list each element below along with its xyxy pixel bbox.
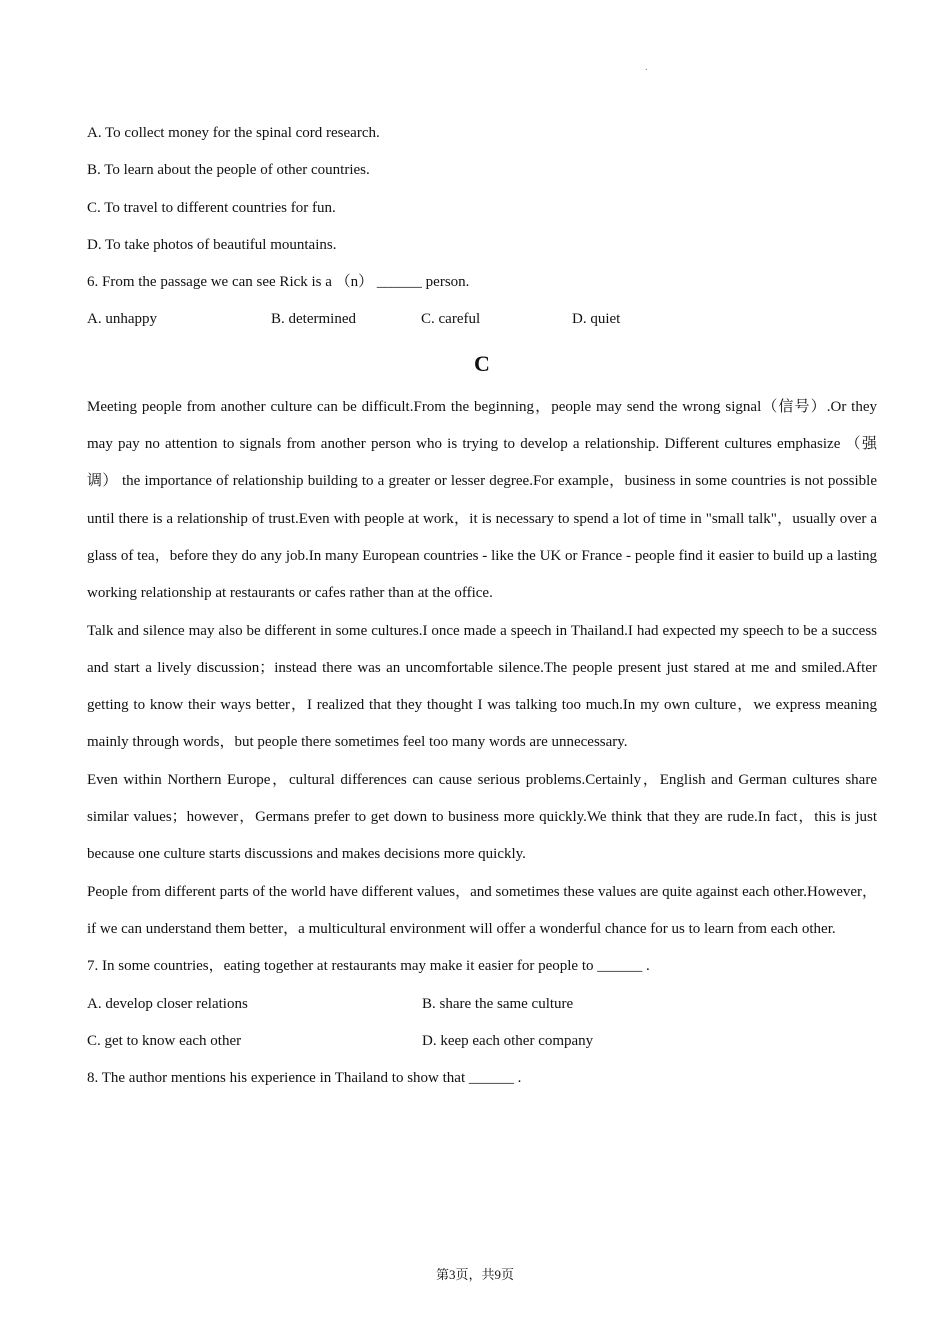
q6-option-b: B. determined (271, 311, 356, 328)
q7-option-c: C. get to know each other (87, 1032, 242, 1049)
passage-paragraph-4: People from different parts of the world have different values，and sometimes these values are quite against each other.However，if we can understand them better，a multicultural environment will offer a wonderful chance for us to learn from each other. (87, 883, 878, 937)
q6-option-d: D. quiet (572, 311, 621, 328)
q7-options-row-2 (87, 1023, 877, 1060)
passage-paragraph-3: Even within Northern Europe，cultural differences can cause serious problems.Certainly，English and German cultures share similar values；however，Germans prefer to get down to business more quickly.We think that they are rude.In fact，this is just because one culture starts discussions and makes decisions more quickly. (87, 771, 877, 863)
q7-option-d: D. keep each other company (422, 1032, 594, 1049)
q6-option-a: A. unhappy (87, 311, 157, 328)
q6-options (87, 301, 877, 338)
q5-option-b: B. To learn about the people of other countries. (87, 162, 370, 179)
passage-paragraph-1: Meeting people from another culture can be difficult.From the beginning，people may send the wrong signal（信号）.Or they may pay no attention to signals from another person who is trying to develop a relationship. Different cultures emphasize （强调） the importance of relationship building to a greater or lesser degree.For example，business in some countries is not possible until there is a relationship of trust.Even with people at work，it is necessary to spend a lot of time in "small talk"，usually over a glass of tea，before they do any job.In many European countries - like the UK or France - people find it easier to build up a lasting working relationship at restaurants or cafes rather than at the office. (87, 398, 877, 602)
q7-option-b: B. share the same culture (422, 995, 574, 1012)
top-mark: . (645, 62, 648, 73)
q5-option-d: D. To take photos of beautiful mountains. (87, 236, 337, 253)
q7-options-row-1 (87, 986, 877, 1023)
q6-stem: 6. From the passage we can see Rick is a （n） ______ person. (87, 274, 470, 291)
page-content (87, 115, 877, 1097)
q7-stem: 7. In some countries，eating together at restaurants may make it easier for people to ______ . (87, 958, 650, 975)
q8-stem: 8. The author mentions his experience in Thailand to show that ______ . (87, 1070, 522, 1087)
q6-option-c: C. careful (421, 311, 481, 328)
q7-option-a: A. develop closer relations (87, 995, 248, 1012)
q5-option-c: C. To travel to different countries for fun. (87, 199, 336, 216)
q5-option-a: A. To collect money for the spinal cord research. (87, 125, 380, 141)
page-footer: 第3页，共9页 (435, 1267, 514, 1282)
passage-paragraph-2: Talk and silence may also be different in some cultures.I once made a speech in Thailand.I had expected my speech to be a success and start a lively discussion；instead there was an uncomfortable silence.The people present just stared at me and smiled.After getting to know their ways better，I realized that they thought I was talking too much.In my own culture，we express meaning mainly through words，but people there sometimes feel too many words are unnecessary. (87, 622, 877, 751)
section-heading: C (474, 350, 490, 376)
